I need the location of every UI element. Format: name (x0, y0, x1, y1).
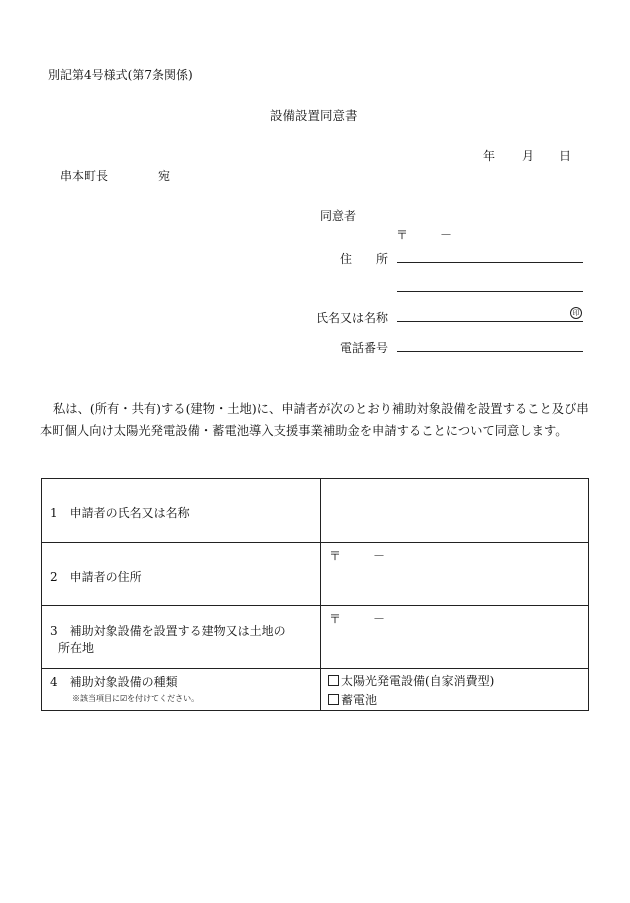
solar-option-label: 太陽光発電設備(自家消費型) (341, 674, 495, 688)
row3-postal-mark: 〒 (329, 612, 342, 626)
row2-value-cell[interactable] (321, 543, 589, 606)
row4-value-cell (321, 669, 589, 711)
row2-postal-dash: － (373, 549, 386, 563)
phone-label: 電話番号 (340, 341, 389, 355)
row3-postal-dash: － (373, 612, 386, 626)
option-solar[interactable] (328, 672, 494, 689)
consenter-label: 同意者 (320, 209, 357, 223)
address-field-line1[interactable] (397, 262, 583, 263)
row4-note: ※該当項目に☑を付けてください。 (72, 694, 200, 703)
row3-value-cell[interactable] (321, 606, 589, 669)
date-day[interactable]: 日 (559, 149, 572, 163)
consent-statement: 私は、(所有・共有)する(建物・土地)に、申請者が次のとおり補助対象設備を設置すること及び串本町個人向け太陽光発電設備・蓄電池導入支援事業補助金を申請することについて同意します。 (40, 402, 589, 438)
phone-field-line[interactable] (397, 351, 583, 352)
battery-checkbox[interactable] (328, 694, 339, 705)
row3-label-line2: 所在地 (58, 641, 95, 655)
date-year[interactable]: 年 (483, 149, 496, 163)
name-label: 氏名又は名称 (316, 311, 389, 325)
address-label: 住 所 (340, 252, 389, 266)
row1-label-cell (42, 479, 321, 543)
row3-label-line1: 3 補助対象設備を設置する建物又は土地の (50, 624, 286, 638)
addressee-name: 串本町長 (60, 169, 109, 183)
seal-mark: 印 (570, 307, 582, 319)
battery-option-label: 蓄電池 (341, 693, 378, 707)
row3-label-cell (42, 606, 321, 669)
consenter-postal-dash: － (440, 228, 453, 242)
row1-label: 1 申請者の氏名又は名称 (50, 506, 190, 520)
solar-checkbox[interactable] (328, 675, 339, 686)
option-battery[interactable] (328, 691, 377, 708)
form-reference: 別記第4号様式(第7条関係) (48, 68, 193, 82)
row4-label: 4 補助対象設備の種類 (50, 675, 178, 689)
document-title: 設備設置同意書 (270, 108, 358, 123)
row2-postal-mark: 〒 (329, 549, 342, 563)
address-field-line2[interactable] (397, 291, 583, 292)
row2-label: 2 申請者の住所 (50, 570, 142, 584)
date-month[interactable]: 月 (522, 149, 535, 163)
row2-label-cell (42, 543, 321, 606)
name-field-line[interactable] (397, 321, 583, 322)
row1-value-cell[interactable] (321, 479, 589, 543)
row4-label-cell (42, 669, 321, 711)
addressee-suffix: 宛 (158, 169, 171, 183)
consenter-postal-mark: 〒 (396, 228, 409, 242)
application-details-table (41, 478, 589, 711)
